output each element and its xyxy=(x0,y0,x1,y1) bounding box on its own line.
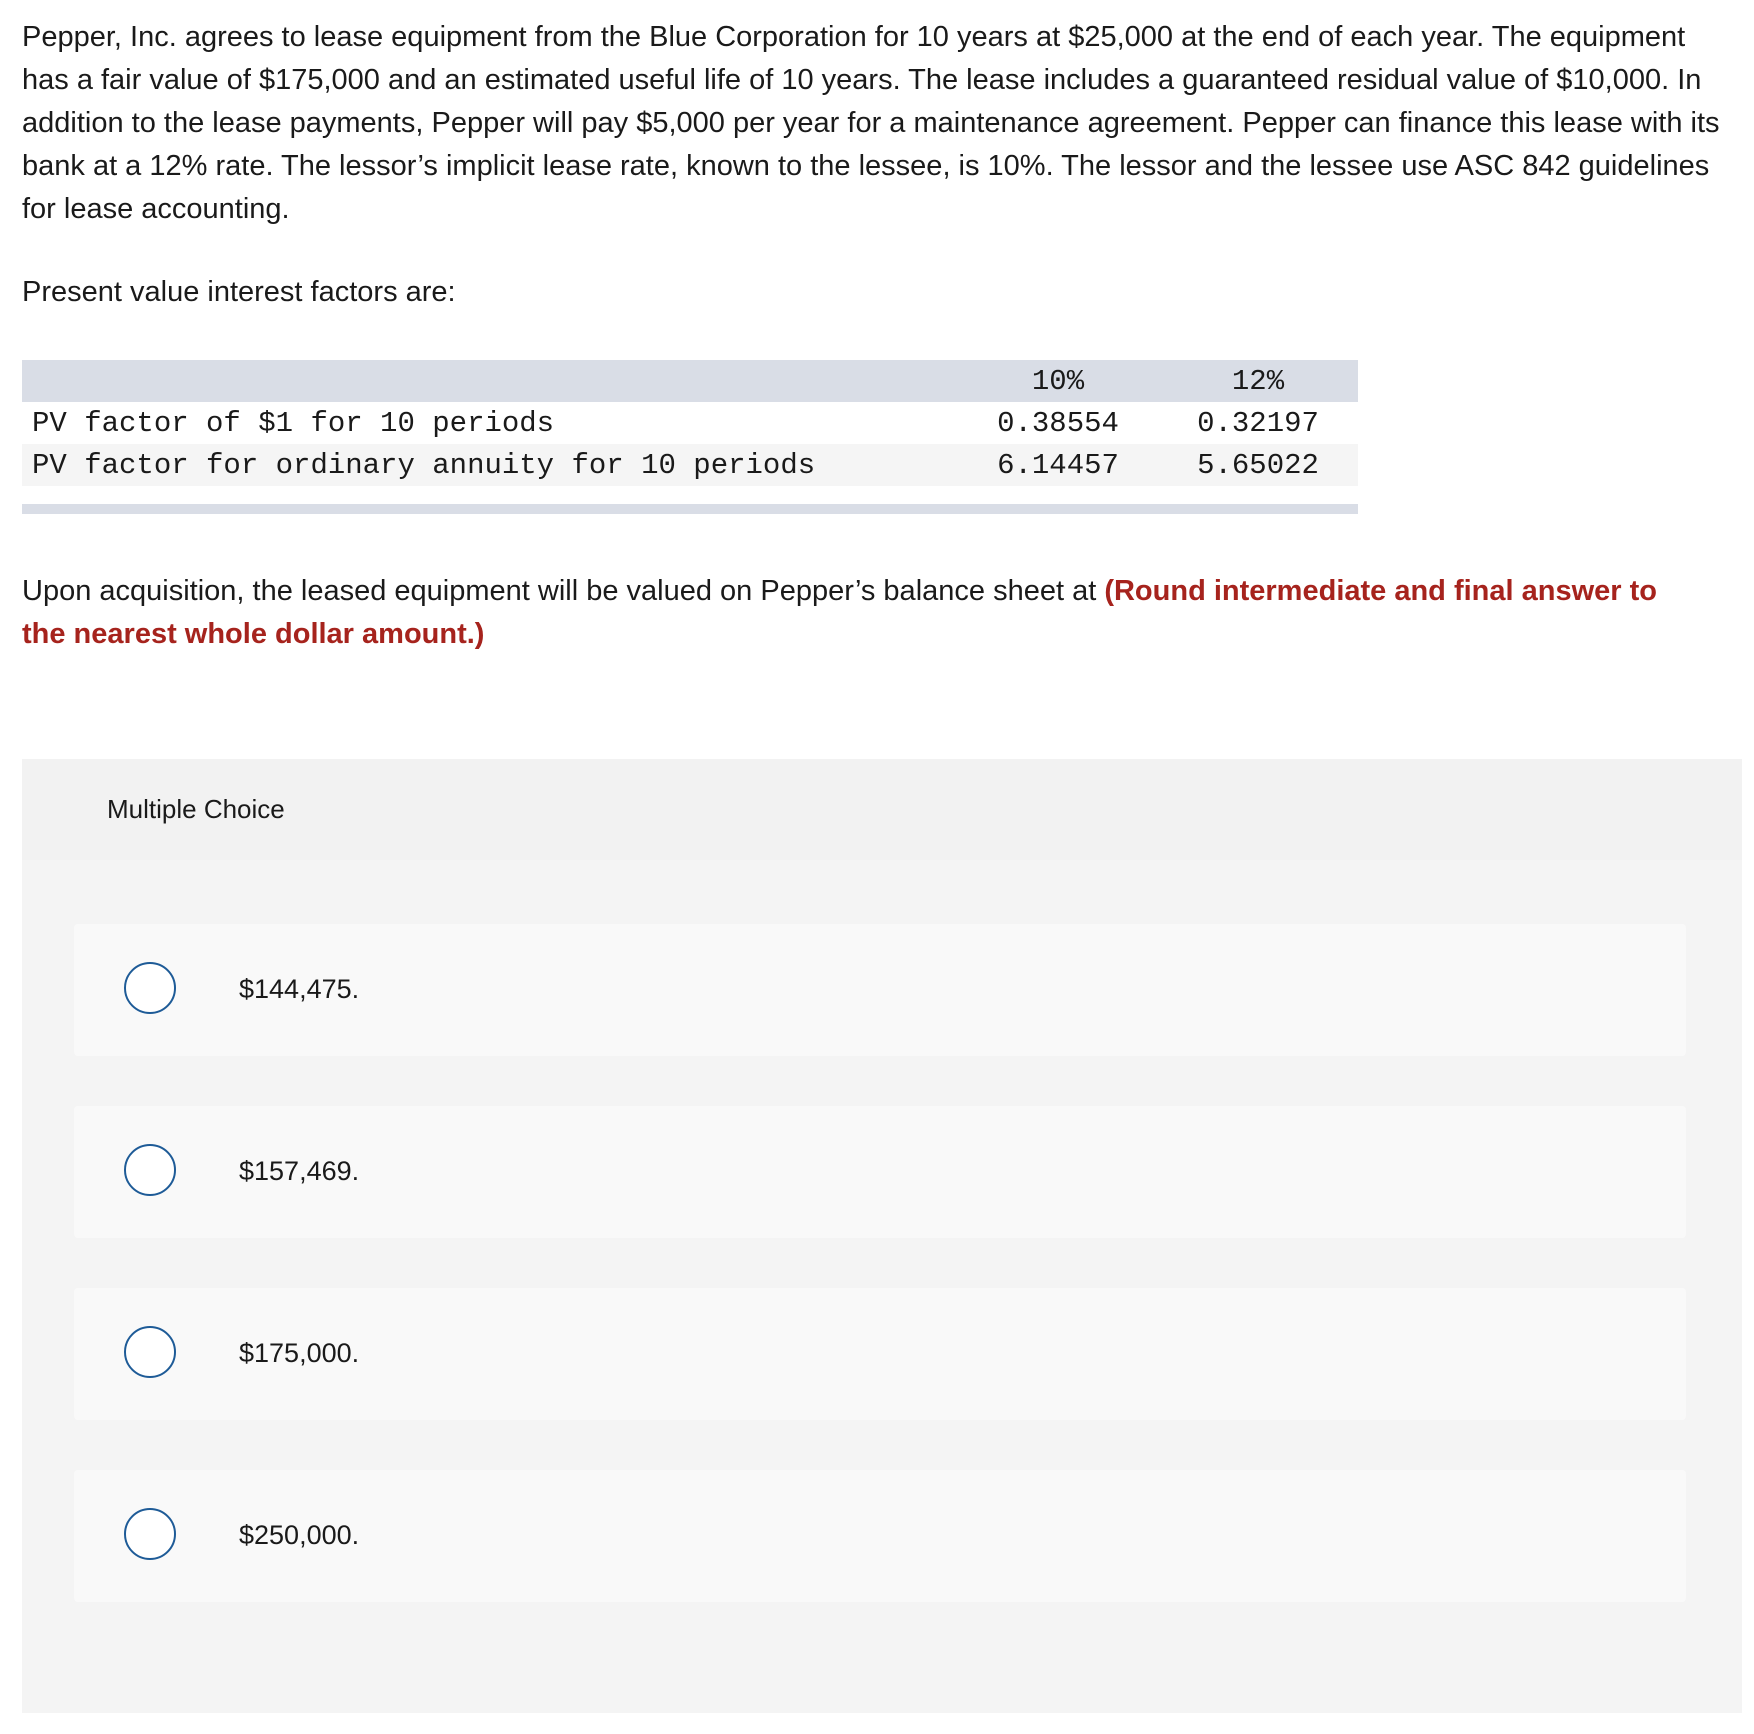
radio-button[interactable] xyxy=(124,1326,176,1378)
pv-value-10-percent: 6.14457 xyxy=(997,448,1119,482)
pv-header-label xyxy=(22,360,958,402)
radio-button[interactable] xyxy=(124,1508,176,1560)
answer-option-175000[interactable] xyxy=(74,1288,1686,1420)
answer-option-label: $157,469. xyxy=(239,1156,360,1186)
pv-header-12-percent: 12% xyxy=(1231,364,1285,398)
radio-button[interactable] xyxy=(124,962,176,1014)
answer-option-label: $144,475. xyxy=(239,974,360,1004)
answer-option-157469[interactable] xyxy=(74,1106,1686,1238)
prompt-text: Upon acquisition, the leased equipment will be valued on Pepper’s balance sheet at xyxy=(22,575,1105,607)
pv-table-row xyxy=(22,402,1358,444)
question-prompt xyxy=(22,570,1702,656)
pv-row-label: PV factor of $1 for 10 periods xyxy=(32,406,555,440)
radio-button[interactable] xyxy=(124,1144,176,1196)
multiple-choice-title: Multiple Choice xyxy=(107,794,285,824)
pv-header-10-percent: 10% xyxy=(1031,364,1085,398)
pv-factors-intro: Present value interest factors are: xyxy=(22,276,456,308)
pv-value-12-percent: 5.65022 xyxy=(1197,448,1319,482)
question-text: Pepper, Inc. agrees to lease equipment from the Blue Corporation for 10 years at $25,000 at the end of each year. The equipment has a fair value of $175,000 and an estimated useful life of 10 years. The lease includes a guaranteed residual value of $10,000. In addition to the lease payments, Pepper will pay $5,000 per year for a maintenance agreement. Pepper can finance this lease with its bank at a 12% rate. The lessor’s implicit lease rate, known to the lessee, is 10%. The lessor and the lessee use ASC 842 guidelines for lease accounting. xyxy=(22,21,1720,225)
pv-factors-table xyxy=(22,360,1358,486)
table-bottom-rule xyxy=(22,504,1358,514)
answer-option-250000[interactable] xyxy=(74,1470,1686,1602)
pv-value-12-percent: 0.32197 xyxy=(1197,406,1319,440)
answer-option-label: $175,000. xyxy=(239,1338,360,1368)
pv-row-label: PV factor for ordinary annuity for 10 periods xyxy=(32,448,816,482)
rounding-hint: (Round intermediate and final answer to the nearest whole dollar amount.) xyxy=(22,575,1657,650)
pv-value-10-percent: 0.38554 xyxy=(997,406,1119,440)
pv-table-header-row xyxy=(22,360,1358,402)
multiple-choice-panel xyxy=(22,759,1742,1713)
pv-table-row xyxy=(22,444,1358,486)
answer-option-144475[interactable] xyxy=(74,924,1686,1056)
answer-option-label: $250,000. xyxy=(239,1520,360,1550)
multiple-choice-header xyxy=(22,759,1742,860)
